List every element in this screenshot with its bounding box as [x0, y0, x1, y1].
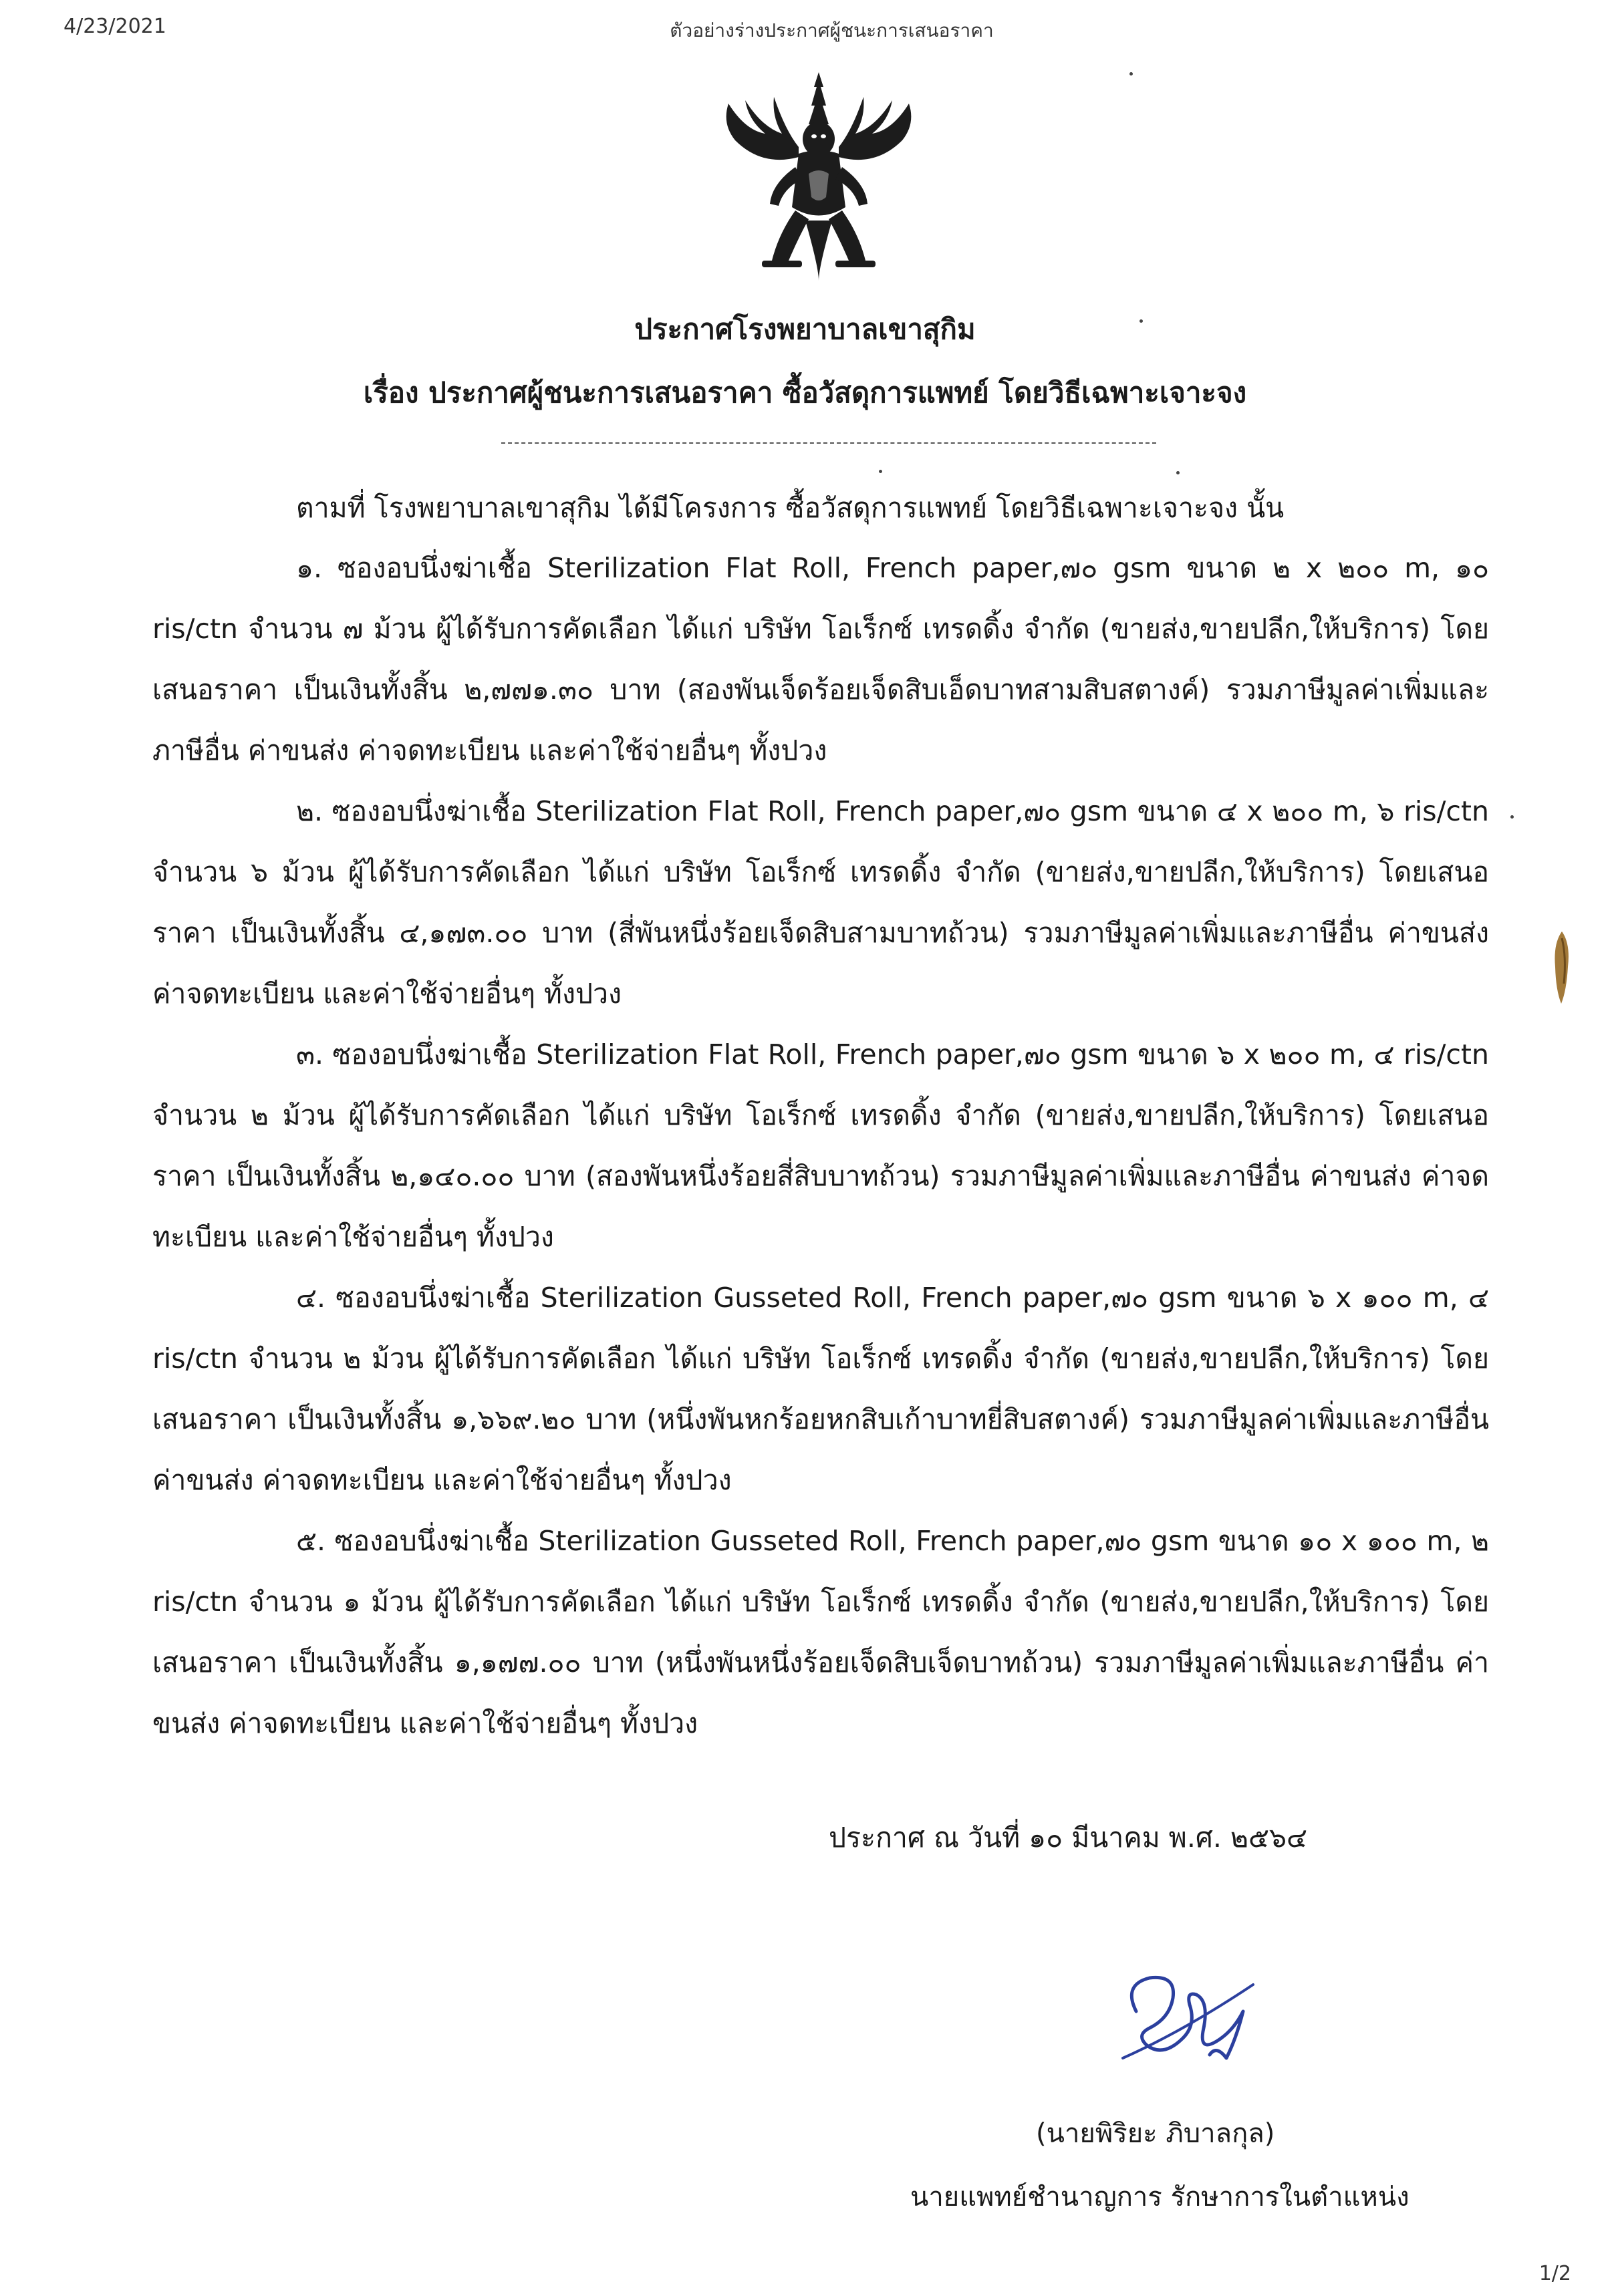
scan-speck: [1176, 471, 1180, 474]
scan-stain: [1552, 930, 1572, 1005]
page-number: 1/2: [1538, 2262, 1571, 2285]
title-separator: [501, 442, 1156, 444]
signature-icon: [1109, 1965, 1263, 2071]
signer-position: นายแพทย์ชำนาญการ รักษาการในตำแหน่ง: [910, 2182, 1410, 2212]
scan-speck: [1510, 815, 1514, 819]
print-header-title: ตัวอย่างร่างประกาศผู้ชนะการเสนอราคา: [670, 19, 994, 41]
award-item: ๔. ซองอบนึ่งฆ่าเชื้อ Sterilization Gusseted Roll, French paper,๗๐ gsm ขนาด ๖ x ๑๐๐ m, ๔ ris/ctn จำนวน ๒ ม้วน ผู้ได้รับการคัดเลือก ได้แก่ บริษัท โอเร็กซ์ เทรดดิ้ง จำกัด (ขายส่ง,ขายปลีก,ให้บริการ) โดยเสนอราคา เป็นเงินทั้งสิ้น ๑,๖๖๙.๒๐ บาท (หนึ่งพันหกร้อยหกสิบเก้าบาทยี่สิบสตางค์) รวมภาษีมูลค่าเพิ่มและภาษีอื่น ค่าขนส่ง ค่าจดทะเบียน และค่าใช้จ่ายอื่นๆ ทั้งปวง: [152, 1282, 1489, 1496]
award-item: ๓. ซองอบนึ่งฆ่าเชื้อ Sterilization Flat Roll, French paper,๗๐ gsm ขนาด ๖ x ๒๐๐ m, ๔ ris/ctn จำนวน ๒ ม้วน ผู้ได้รับการคัดเลือก ได้แก่ บริษัท โอเร็กซ์ เทรดดิ้ง จำกัด (ขายส่ง,ขายปลีก,ให้บริการ) โดยเสนอราคา เป็นเงินทั้งสิ้น ๒,๑๔๐.๐๐ บาท (สองพันหนึ่งร้อยสี่สิบบาทถ้วน) รวมภาษีมูลค่าเพิ่มและภาษีอื่น ค่าขนส่ง ค่าจดทะเบียน และค่าใช้จ่ายอื่นๆ ทั้งปวง: [152, 1038, 1489, 1253]
announcement-date: ประกาศ ณ วันที่ ๑๐ มีนาคม พ.ศ. ๒๕๖๔: [829, 1822, 1308, 1854]
scan-speck: [879, 470, 882, 473]
print-date: 4/23/2021: [63, 15, 166, 38]
signer-name: (นายพิริยะ ภิบาลกุล): [1036, 2118, 1275, 2149]
award-item: ๕. ซองอบนึ่งฆ่าเชื้อ Sterilization Gusseted Roll, French paper,๗๐ gsm ขนาด ๑๐ x ๑๐๐ m, ๒ ris/ctn จำนวน ๑ ม้วน ผู้ได้รับการคัดเลือก ได้แก่ บริษัท โอเร็กซ์ เทรดดิ้ง จำกัด (ขายส่ง,ขายปลีก,ให้บริการ) โดยเสนอราคา เป็นเงินทั้งสิ้น ๑,๑๗๗.๐๐ บาท (หนึ่งพันหนึ่งร้อยเจ็ดสิบเจ็ดบาทถ้วน) รวมภาษีมูลค่าเพิ่มและภาษีอื่น ค่าขนส่ง ค่าจดทะเบียน และค่าใช้จ่ายอื่นๆ ทั้งปวง: [152, 1525, 1489, 1739]
scan-speck: [1139, 319, 1143, 323]
award-item: ๑. ซองอบนึ่งฆ่าเชื้อ Sterilization Flat Roll, French paper,๗๐ gsm ขนาด ๒ x ๒๐๐ m, ๑๐ ris/ctn จำนวน ๗ ม้วน ผู้ได้รับการคัดเลือก ได้แก่ บริษัท โอเร็กซ์ เทรดดิ้ง จำกัด (ขายส่ง,ขายปลีก,ให้บริการ) โดยเสนอราคา เป็นเงินทั้งสิ้น ๒,๗๗๑.๓๐ บาท (สองพันเจ็ดร้อยเจ็ดสิบเอ็ดบาทสามสิบสตางค์) รวมภาษีมูลค่าเพิ่มและภาษีอื่น ค่าขนส่ง ค่าจดทะเบียน และค่าใช้จ่ายอื่นๆ ทั้งปวง: [152, 552, 1489, 766]
page-title: ประกาศโรงพยาบาลเขาสุกิม: [634, 313, 976, 345]
subject-title: เรื่อง ประกาศผู้ชนะการเสนอราคา ซื้อวัสดุการแพทย์ โดยวิธีเฉพาะเจาะจง: [363, 376, 1247, 409]
garuda-emblem-icon: [708, 67, 929, 287]
announcement-body: [152, 478, 1489, 1754]
award-item: ๒. ซองอบนึ่งฆ่าเชื้อ Sterilization Flat Roll, French paper,๗๐ gsm ขนาด ๔ x ๒๐๐ m, ๖ ris/ctn จำนวน ๖ ม้วน ผู้ได้รับการคัดเลือก ได้แก่ บริษัท โอเร็กซ์ เทรดดิ้ง จำกัด (ขายส่ง,ขายปลีก,ให้บริการ) โดยเสนอราคา เป็นเงินทั้งสิ้น ๔,๑๗๓.๐๐ บาท (สี่พันหนึ่งร้อยเจ็ดสิบสามบาทถ้วน) รวมภาษีมูลค่าเพิ่มและภาษีอื่น ค่าขนส่ง ค่าจดทะเบียน และค่าใช้จ่ายอื่นๆ ทั้งปวง: [152, 795, 1489, 1010]
intro-paragraph: ตามที่ โรงพยาบาลเขาสุกิม ได้มีโครงการ ซื้อวัสดุการแพทย์ โดยวิธีเฉพาะเจาะจง นั้น: [296, 492, 1285, 524]
scan-speck: [1129, 72, 1133, 76]
